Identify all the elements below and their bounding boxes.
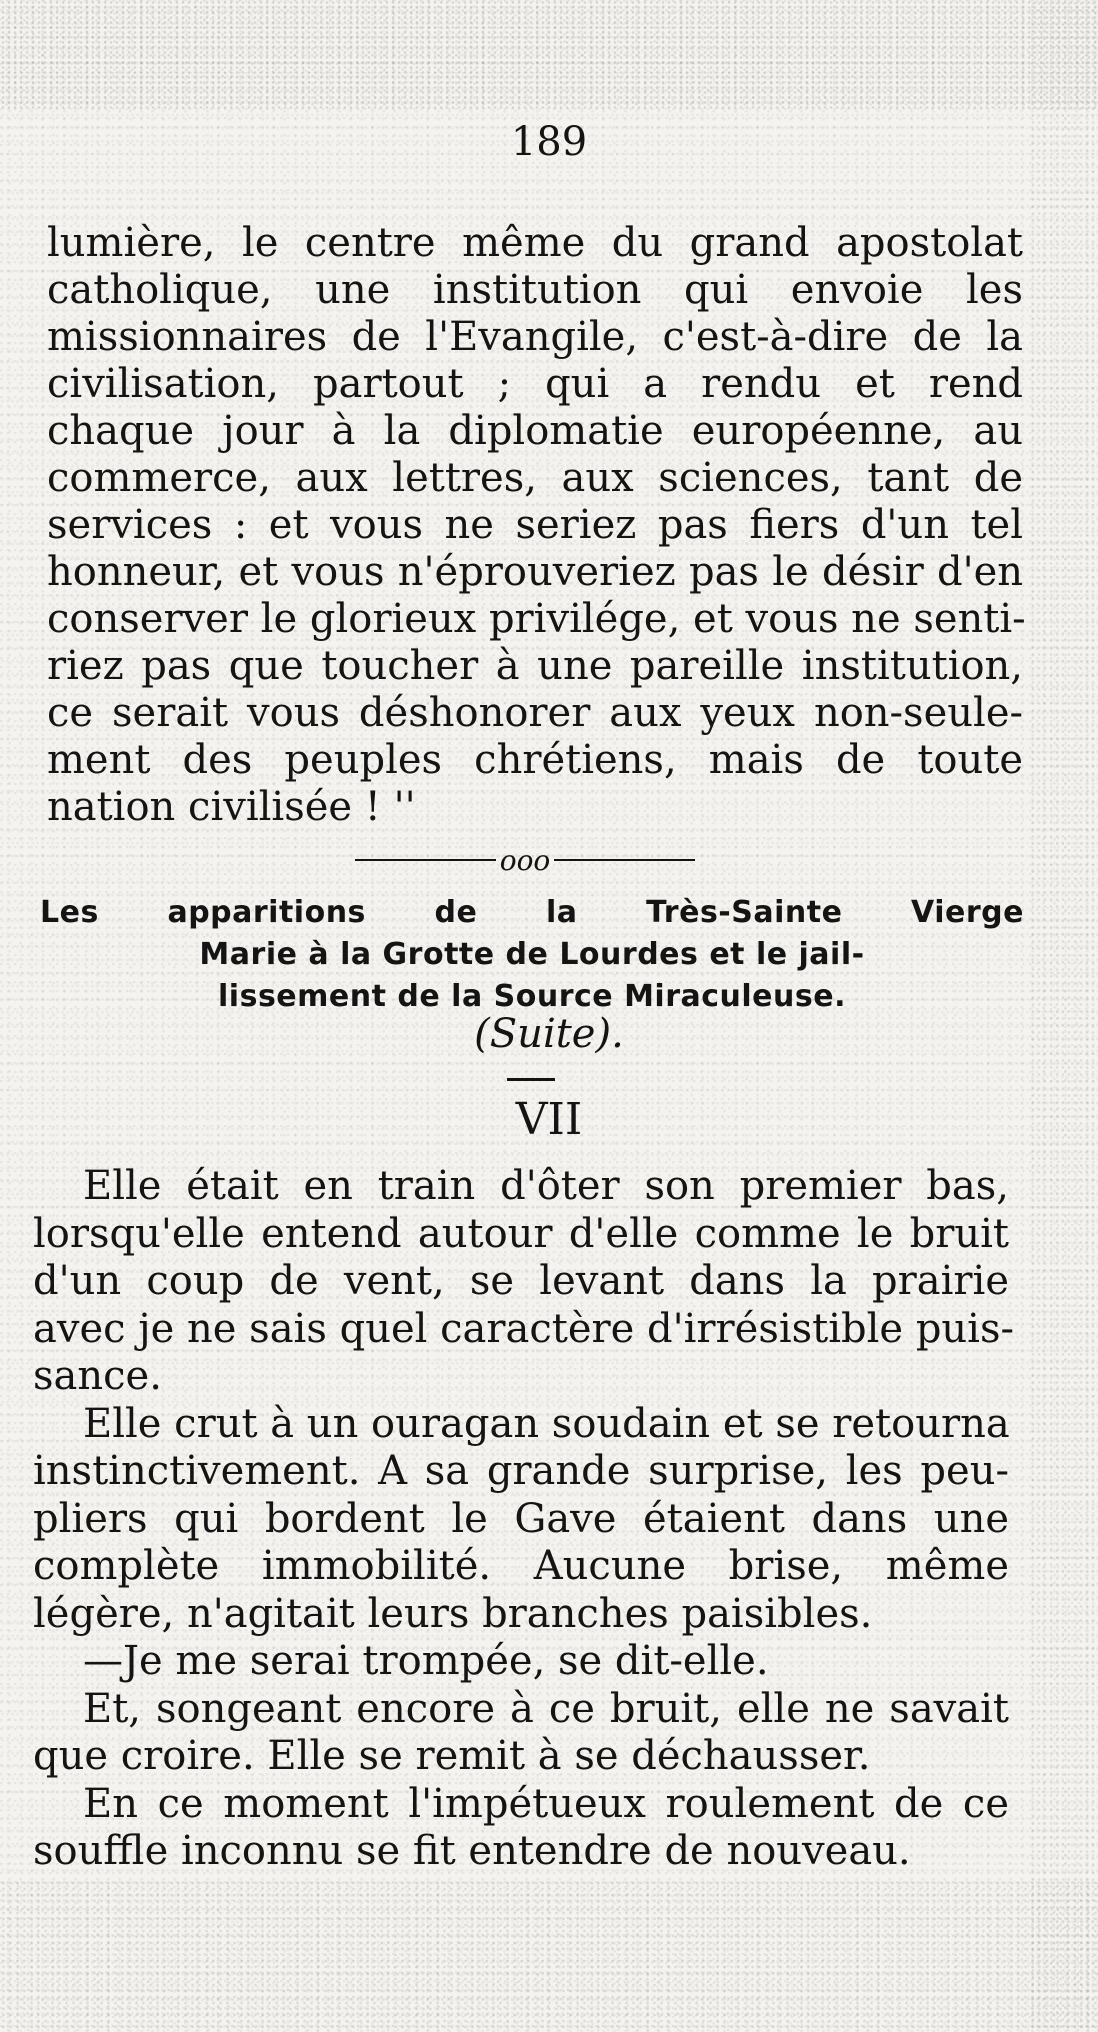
story-line: Elle était en train d'ôter son premier bas, <box>83 1163 1009 1209</box>
quote-line: missionnaires de l'Evangile, c'est-à-dire de la <box>47 314 1023 360</box>
story-line: pliers qui bordent le Gave étaient dans une <box>33 1495 1009 1542</box>
scan-noise-bottom <box>0 1880 1098 2032</box>
chapter-number: VII <box>515 1094 583 1145</box>
story-line: sance. <box>33 1353 162 1399</box>
story-line: Elle crut à un ouragan soudain et se retourna <box>83 1400 1010 1447</box>
story-line: complète immobilité. Aucune brise, même <box>33 1543 1009 1589</box>
story-text <box>33 1163 1015 1876</box>
story-line: En ce moment l'impétueux roulement de ce <box>83 1780 1009 1827</box>
quote-line: ment des peuples chrétiens, mais de toute <box>47 737 1023 783</box>
page-number: 189 <box>510 119 588 165</box>
quote-line: nation civilisée ! '' <box>47 784 416 830</box>
story-line: Et, songeant encore à ce bruit, elle ne savait <box>83 1685 1009 1732</box>
quote-line: ce serait vous déshonorer aux yeux non-seule- <box>47 690 1023 736</box>
story-line: légère, n'agitait leurs branches paisibles. <box>33 1590 873 1637</box>
story-line: d'un coup de vent, se levant dans la prairie <box>33 1258 1009 1304</box>
story-line: lorsqu'elle entend autour d'elle comme le bruit <box>33 1210 1009 1257</box>
short-rule <box>507 1078 555 1081</box>
story-line: —Je me serai trompée, se dit-elle. <box>83 1638 769 1684</box>
section-separator <box>355 844 695 876</box>
quote-line: honneur, et vous n'éprouveriez pas le désir d'en <box>47 549 1023 595</box>
separator-rule-right <box>554 859 695 861</box>
quote-paragraph <box>47 220 1026 831</box>
heading-line: lissement de la Source Miraculeuse. <box>218 979 846 1014</box>
article-subheading: (Suite). <box>474 1011 624 1057</box>
quote-line: chaque jour à la diplomatie européenne, au <box>47 408 1023 454</box>
story-line: instinctivement. A sa grande surprise, les peu- <box>33 1448 1009 1494</box>
heading-line: Marie à la Grotte de Lourdes et le jail- <box>199 937 865 972</box>
story-line: souffle inconnu se fit entendre de nouveau. <box>33 1828 911 1874</box>
quote-line: services : et vous ne seriez pas fiers d'un tel <box>47 502 1023 548</box>
story-line: avec je ne sais quel caractère d'irrésistible puis- <box>33 1305 1015 1352</box>
scan-noise-top <box>0 0 1098 110</box>
separator-mark: ooo <box>499 843 551 877</box>
quote-line: commerce, aux lettres, aux sciences, tant de <box>47 455 1023 501</box>
article-heading <box>40 892 1024 1018</box>
separator-rule-left <box>355 859 496 861</box>
heading-line: Les apparitions de la Très-Sainte Vierge <box>40 895 1024 930</box>
quote-line: conserver le glorieux privilége, et vous ne senti- <box>47 596 1026 642</box>
story-line: que croire. Elle se remit à se déchausser. <box>33 1733 871 1779</box>
quote-line: lumière, le centre même du grand apostolat <box>47 220 1023 266</box>
quote-line: catholique, une institution qui envoie les <box>47 267 1023 313</box>
quote-line: riez pas que toucher à une pareille institution, <box>47 643 1023 689</box>
quote-line: civilisation, partout ; qui a rendu et rend <box>47 361 1023 407</box>
